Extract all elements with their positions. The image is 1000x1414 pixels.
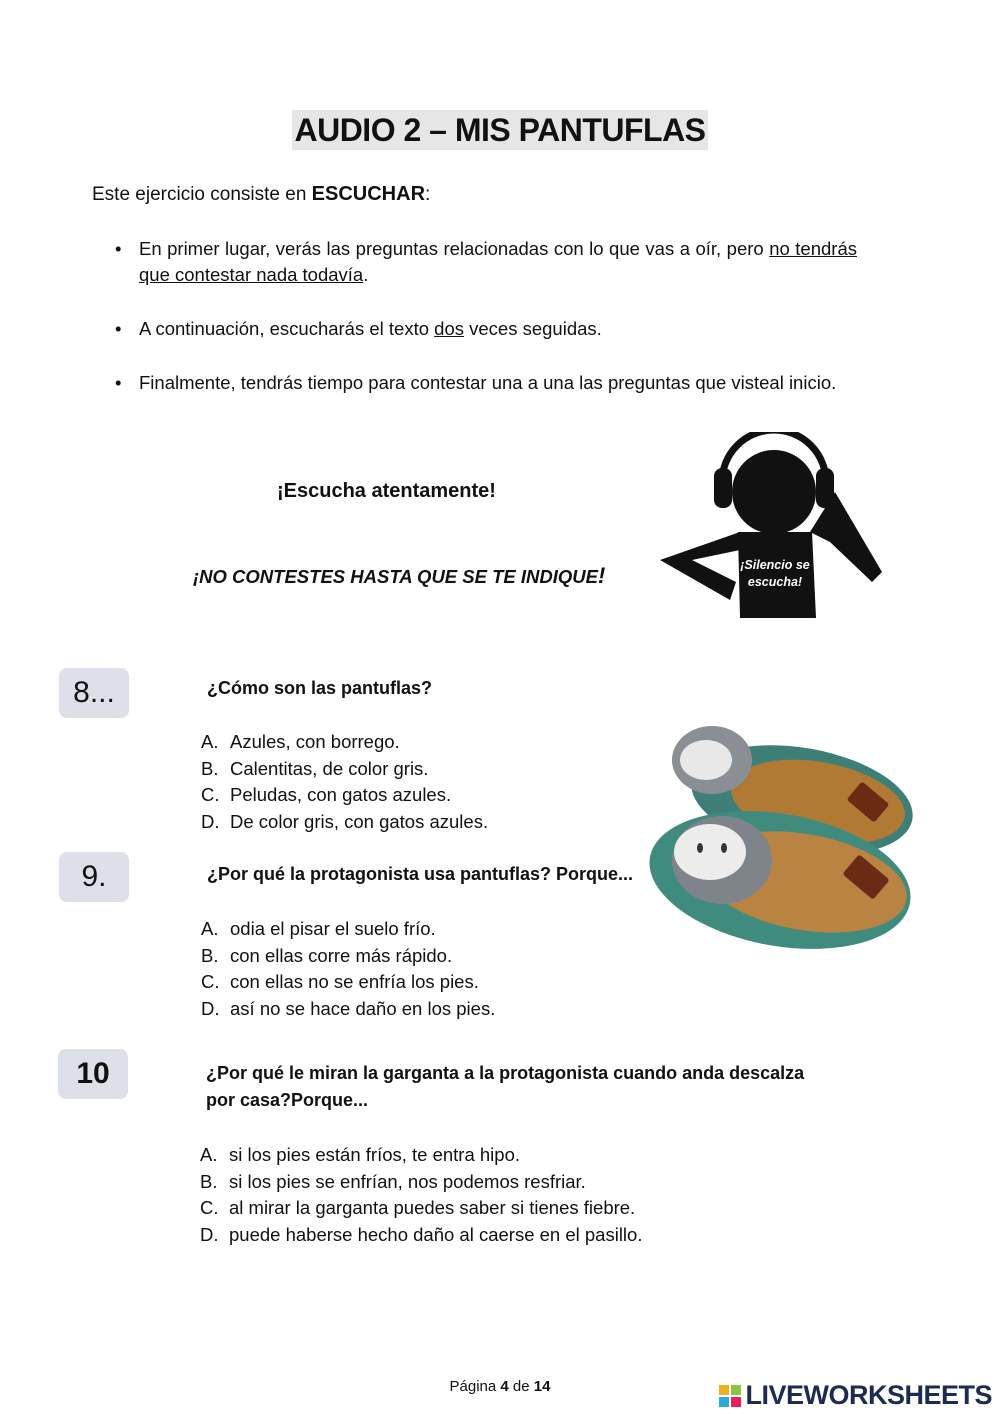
option-text: Peludas, con gatos azules.: [230, 784, 452, 805]
page-title: AUDIO 2 – MIS PANTUFLAS: [294, 112, 706, 148]
brand-square: [719, 1385, 729, 1395]
brand-square: [731, 1385, 741, 1395]
answer-options: [200, 1142, 642, 1248]
page-title-wrap: [0, 112, 1000, 149]
option-text: si los pies se enfrían, nos podemos resfriar.: [229, 1170, 586, 1192]
answer-option[interactable]: [201, 782, 488, 809]
answer-options: [201, 729, 488, 835]
footer-of: de: [508, 1378, 534, 1395]
question-text-line2: por casa?Porque...: [206, 1090, 369, 1110]
option-text: si los pies están fríos, te entra hipo.: [229, 1144, 521, 1165]
brand-square: [731, 1397, 741, 1407]
instruction-item: [113, 370, 857, 396]
option-text: puede haberse hecho daño al caerse en el pasillo.: [229, 1223, 643, 1245]
option-letter: D.: [201, 997, 220, 1019]
brand-square: [719, 1397, 729, 1407]
intro-text: Este ejercicio consiste en: [92, 184, 312, 205]
question-text: ¿Cómo son las pantuflas?: [207, 678, 433, 698]
no-contest-text: ¡NO CONTESTES HASTA QUE SE TE INDIQUE: [193, 566, 598, 587]
slippers-illustration: [640, 718, 925, 958]
option-text: con ellas no se enfría los pies.: [230, 971, 479, 992]
option-text: De color gris, con gatos azules.: [230, 810, 489, 832]
answer-option[interactable]: [200, 1169, 642, 1196]
option-letter: C.: [201, 784, 220, 805]
poster-text-line1: ¡Silencio se: [740, 558, 810, 572]
option-text: Calentitas, de color gris.: [230, 757, 429, 779]
option-text: así no se hace daño en los pies.: [230, 997, 496, 1019]
no-contest-bang: !: [597, 563, 606, 588]
answer-option[interactable]: [201, 809, 488, 836]
front-cat-face: [674, 824, 746, 880]
poster-text-line2: escucha!: [747, 575, 803, 589]
instruction-underline: no tendrás que contestar nada todavía: [139, 238, 857, 285]
option-letter: A.: [201, 918, 219, 939]
instruction-period: .: [363, 264, 369, 285]
brand-logo[interactable]: [719, 1380, 992, 1411]
answer-option[interactable]: [201, 729, 488, 756]
back-cat-face: [680, 740, 732, 780]
answer-option[interactable]: [201, 969, 495, 996]
no-contest-warning: [193, 563, 605, 589]
left-earcup-icon: [714, 468, 732, 508]
option-letter: D.: [201, 810, 220, 832]
instructions-list: [113, 236, 857, 424]
answer-option[interactable]: [201, 916, 495, 943]
option-text: al mirar la garganta puedes saber si tienes fiebre.: [229, 1197, 636, 1218]
answer-option[interactable]: [201, 996, 495, 1023]
cat-eye-icon: [697, 843, 703, 853]
option-letter: B.: [200, 1170, 218, 1192]
answer-option[interactable]: [200, 1222, 642, 1249]
question-text-line1: ¿Por qué le miran la garganta a la protagonista cuando anda descalza: [206, 1063, 805, 1083]
instruction-underline: dos: [434, 318, 464, 339]
option-letter: B.: [201, 757, 219, 779]
option-letter: A.: [201, 731, 219, 752]
answer-option[interactable]: [201, 756, 488, 783]
question-number-badge: 8...: [59, 668, 129, 718]
cat-eye-icon: [721, 843, 727, 853]
left-arm-shape: [660, 532, 740, 600]
question-number-badge: 10: [58, 1049, 128, 1099]
intro-line: [92, 183, 430, 206]
instruction-text: Finalmente, tendrás tiempo para contestar una a una las preguntas que visteal inicio.: [139, 372, 837, 393]
instruction-text: En primer lugar, verás las preguntas relacionadas con lo que vas a oír, pero: [139, 238, 770, 259]
option-letter: B.: [201, 944, 219, 966]
option-letter: D.: [200, 1223, 219, 1245]
brand-text: LIVEWORKSHEETS: [745, 1380, 992, 1410]
answer-option[interactable]: [200, 1195, 642, 1222]
option-text: odia el pisar el suelo frío.: [230, 918, 436, 939]
footer-label: Página: [449, 1378, 501, 1395]
instruction-text: A continuación, escucharás el texto: [139, 318, 435, 339]
head-shape: [730, 448, 818, 536]
listen-heading: ¡Escucha atentamente!: [277, 480, 496, 502]
headphones-person-illustration: [660, 432, 890, 622]
answer-option[interactable]: [201, 943, 495, 970]
intro-bold: ESCUCHAR: [311, 183, 426, 205]
answer-option[interactable]: [200, 1142, 642, 1169]
question-text: ¿Por qué la protagonista usa pantuflas? Porque...: [207, 864, 634, 884]
option-text: Azules, con borrego.: [230, 731, 400, 752]
option-letter: A.: [200, 1144, 218, 1165]
footer-total: 14: [533, 1378, 551, 1395]
option-letter: C.: [201, 971, 220, 992]
option-letter: C.: [200, 1197, 219, 1218]
answer-options: [201, 916, 495, 1022]
question-text: [206, 1060, 846, 1114]
instruction-item: [113, 316, 857, 342]
intro-colon: :: [425, 184, 431, 205]
instruction-text-end: veces seguidas.: [463, 318, 602, 339]
brand-squares-icon: [719, 1385, 741, 1407]
instruction-item: [113, 236, 857, 288]
option-text: con ellas corre más rápido.: [230, 944, 453, 966]
question-number-badge: 9.: [59, 852, 129, 902]
footer-page: 4: [500, 1378, 509, 1395]
